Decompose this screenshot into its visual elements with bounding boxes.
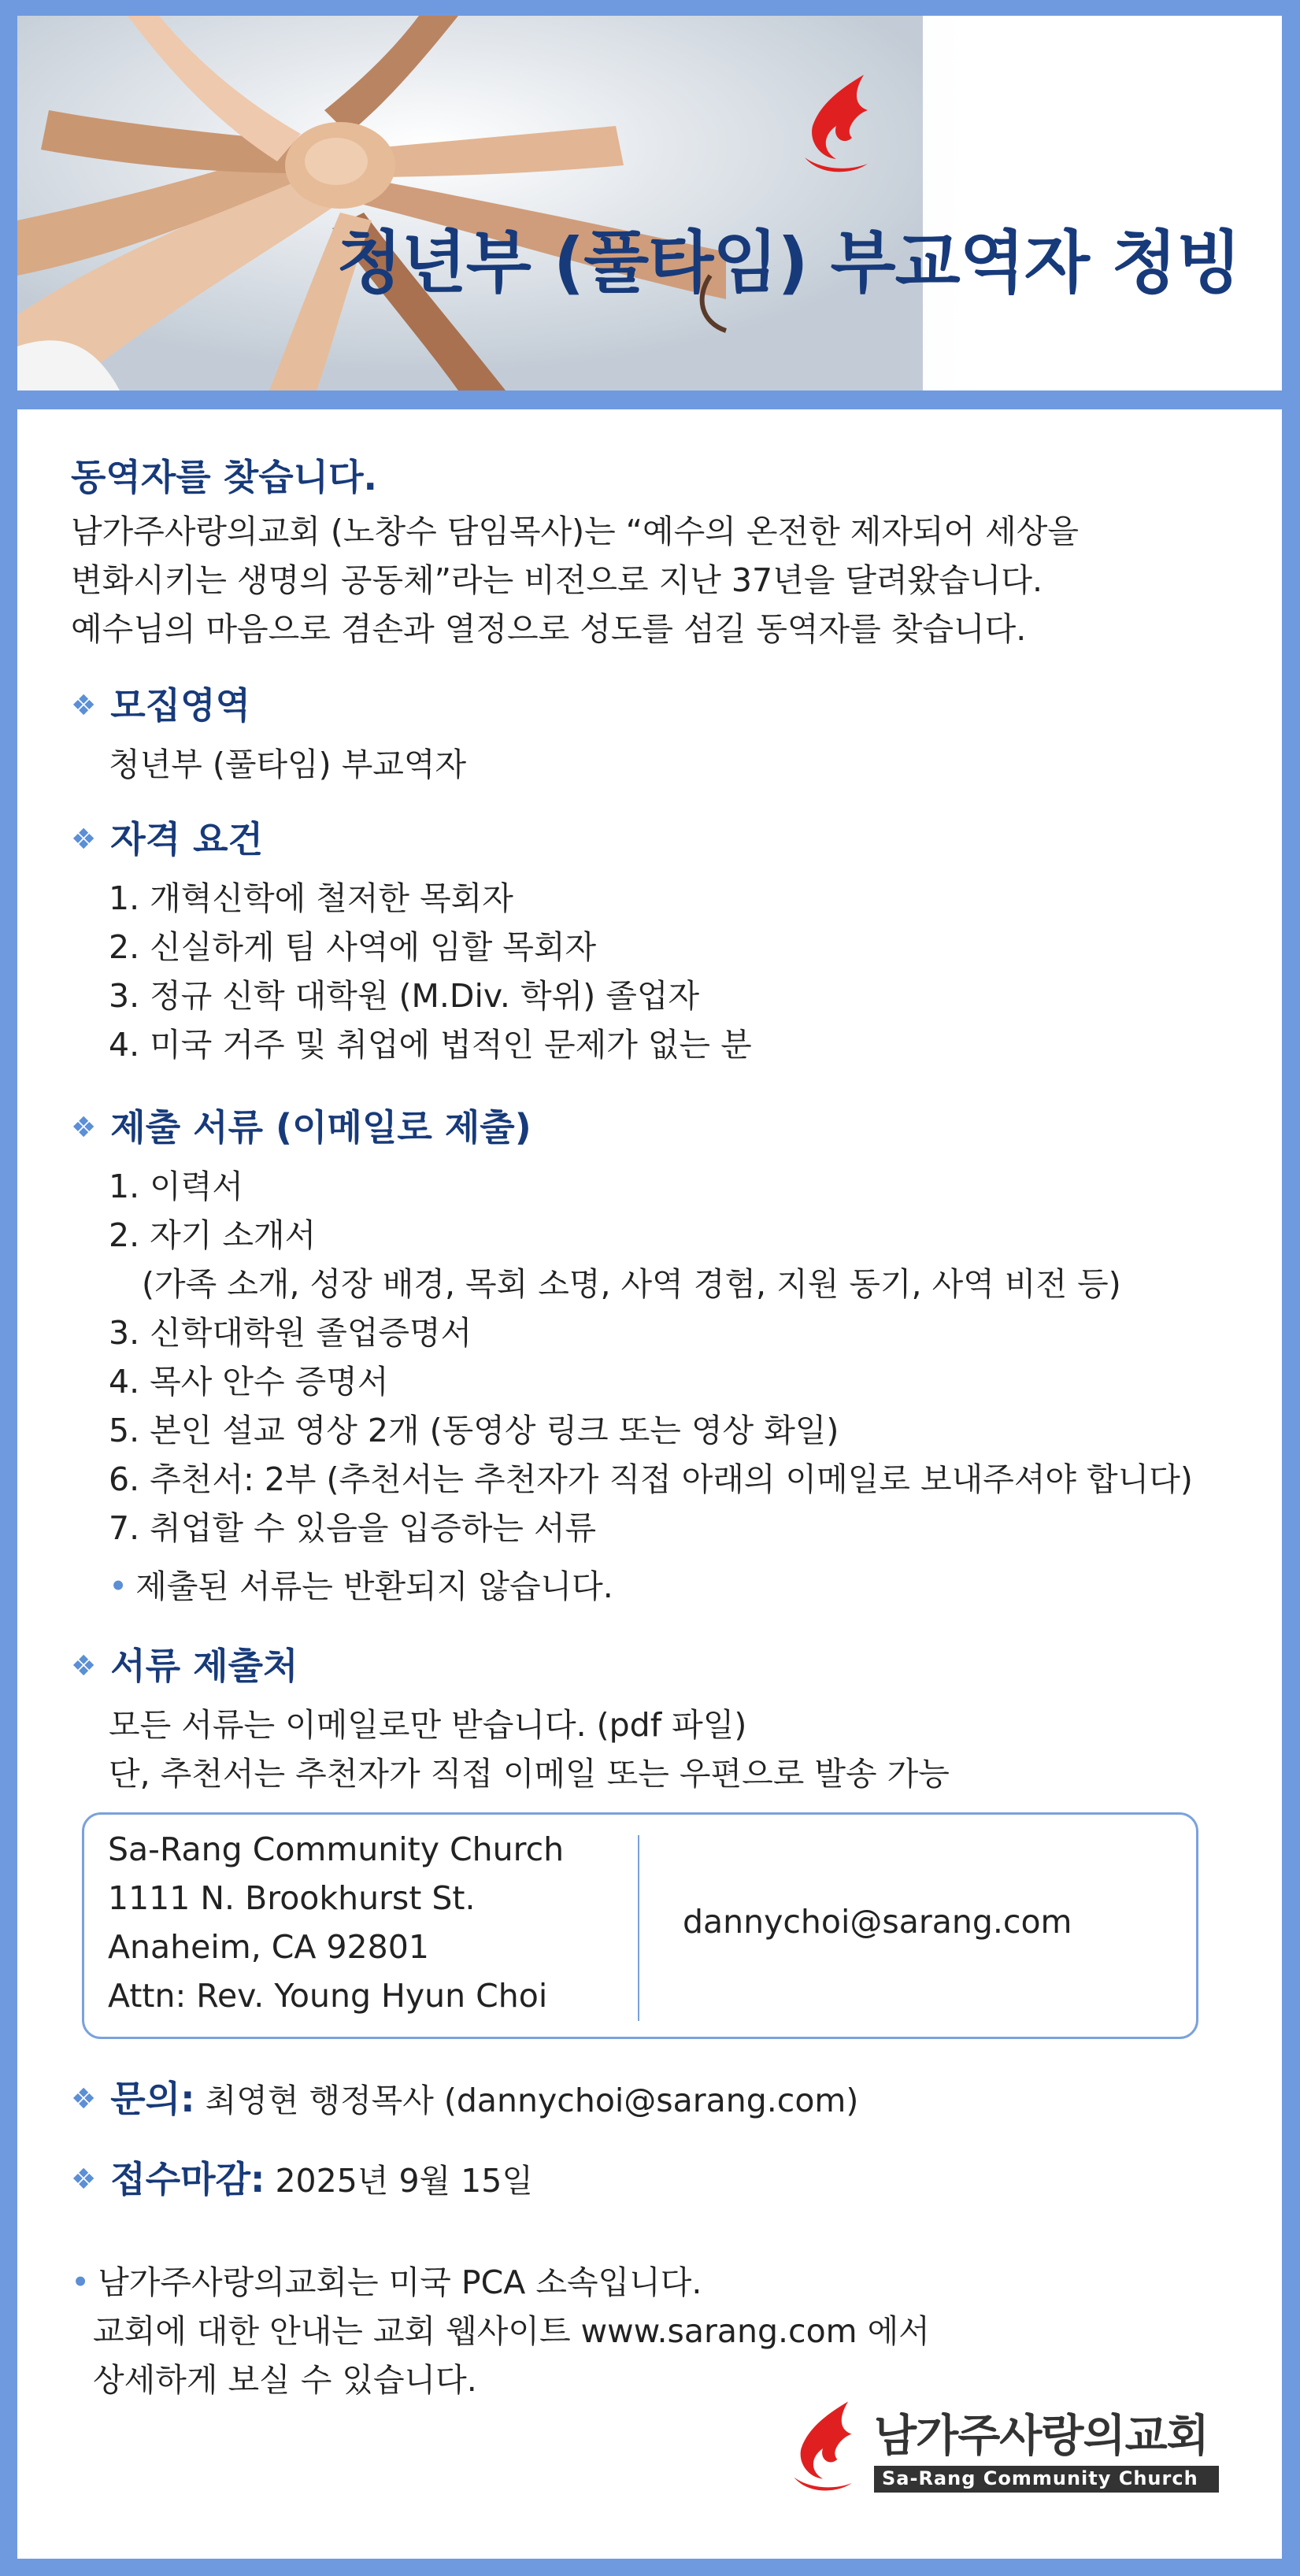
contact-label: 문의: (110, 2078, 195, 2120)
submission-email-link[interactable]: dannychoi@sarang.com (683, 1903, 1072, 1941)
logo-korean-name: 남가주사랑의교회 (874, 2411, 1209, 2462)
church-logo (780, 2393, 1228, 2511)
flame-logo-icon (789, 71, 883, 181)
address-line: Anaheim, CA 92801 (108, 1928, 429, 1966)
document-item: 4. 목사 안수 증명서 (109, 1363, 389, 1401)
logo-english-name: Sa-Rang Community Church (882, 2467, 1198, 2489)
logo-english-banner (874, 2466, 1219, 2493)
intro-line: 남가주사랑의교회 (노창수 담임목사)는 “예수의 온전한 제자되어 세상을 (71, 513, 1079, 550)
section-heading-text: 자격 요건 (110, 818, 264, 861)
diamond-bullet-icon: ❖ (71, 2083, 97, 2115)
section-heading-text: 제출 서류 (이메일로 제출) (110, 1106, 531, 1149)
document-item: 7. 취업할 수 있음을 입증하는 서류 (109, 1509, 597, 1547)
section-qualifications-heading (71, 811, 263, 863)
qualification-item: 4. 미국 거주 및 취업에 법적인 문제가 없는 분 (109, 1026, 752, 1064)
diamond-bullet-icon: ❖ (71, 2163, 97, 2196)
document-item: 6. 추천서: 2부 (추천서는 추천자가 직접 아래의 이메일로 보내주셔야 합니다) (109, 1460, 1193, 1498)
contact-value[interactable]: 최영현 행정목사 (dannychoi@sarang.com) (205, 2082, 859, 2119)
contact-line (71, 2071, 858, 2123)
dot-bullet-icon: • (109, 1567, 128, 1605)
document-item: 5. 본인 설교 영상 2개 (동영상 링크 또는 영상 화일) (109, 1412, 839, 1449)
section-recruit-heading (71, 677, 250, 729)
diamond-bullet-icon: ❖ (71, 690, 97, 722)
submission-line: 모든 서류는 이메일로만 받습니다. (pdf 파일) (109, 1706, 747, 1744)
documents-note-text: 제출된 서류는 반환되지 않습니다. (135, 1567, 613, 1605)
document-item: 1. 이력서 (109, 1168, 243, 1205)
section-heading-text: 서류 제출처 (110, 1645, 298, 1687)
recruit-line: 청년부 (풀타임) 부교역자 (109, 746, 467, 783)
diamond-bullet-icon: ❖ (71, 824, 97, 856)
dot-bullet-icon: • (71, 2263, 91, 2301)
footer-line (71, 2256, 702, 2303)
diamond-bullet-icon: ❖ (71, 1112, 97, 1144)
deadline-label: 접수마감: (110, 2158, 265, 2200)
intro-line: 예수님의 마음으로 겸손과 열정으로 성도를 섬길 동역자를 찾습니다. (71, 610, 1027, 648)
diamond-bullet-icon: ❖ (71, 1650, 97, 1682)
main-content (17, 409, 1282, 2559)
address-line: 1111 N. Brookhurst St. (108, 1879, 476, 1917)
flame-logo-icon (780, 2393, 866, 2504)
intro-line: 변화시키는 생명의 공동체”라는 비전으로 지난 37년을 달려왔습니다. (71, 561, 1043, 599)
document-item: 3. 신학대학원 졸업증명서 (109, 1314, 472, 1352)
qualification-item: 2. 신실하게 팀 사역에 임할 목회자 (109, 928, 597, 966)
footer-line: 상세하게 보실 수 있습니다. (93, 2361, 477, 2399)
section-heading-text: 모집영역 (110, 684, 251, 727)
page-title: 청년부 (풀타임) 부교역자 청빙 (336, 224, 1241, 302)
address-line: Attn: Rev. Young Hyun Choi (108, 1977, 548, 2015)
document-item: 2. 자기 소개서 (109, 1216, 317, 1254)
header-banner (17, 16, 1282, 390)
hands-photo (17, 16, 923, 390)
qualification-item: 3. 정규 신학 대학원 (M.Div. 학위) 졸업자 (109, 977, 700, 1015)
footer-line-text: 남가주사랑의교회는 미국 PCA 소속입니다. (98, 2263, 702, 2301)
intro-heading: 동역자를 찾습니다. (71, 456, 377, 498)
address-divider (638, 1835, 639, 2021)
document-item-detail: (가족 소개, 성장 배경, 목회 소명, 사역 경험, 지원 동기, 사역 비전 등) (142, 1265, 1121, 1303)
mailing-address-box (82, 1812, 1198, 2039)
deadline-value: 2025년 9월 15일 (275, 2162, 533, 2200)
footer-line: 교회에 대한 안내는 교회 웹사이트 www.sarang.com 에서 (93, 2312, 930, 2350)
deadline-line (71, 2151, 533, 2203)
address-line: Sa-Rang Community Church (108, 1830, 565, 1868)
section-documents-heading (71, 1099, 531, 1151)
documents-note (109, 1560, 613, 1607)
qualification-item: 1. 개혁신학에 철저한 목회자 (109, 879, 513, 917)
submission-line: 단, 추천서는 추천자가 직접 이메일 또는 우편으로 발송 가능 (109, 1755, 950, 1793)
section-submission-heading (71, 1638, 298, 1690)
